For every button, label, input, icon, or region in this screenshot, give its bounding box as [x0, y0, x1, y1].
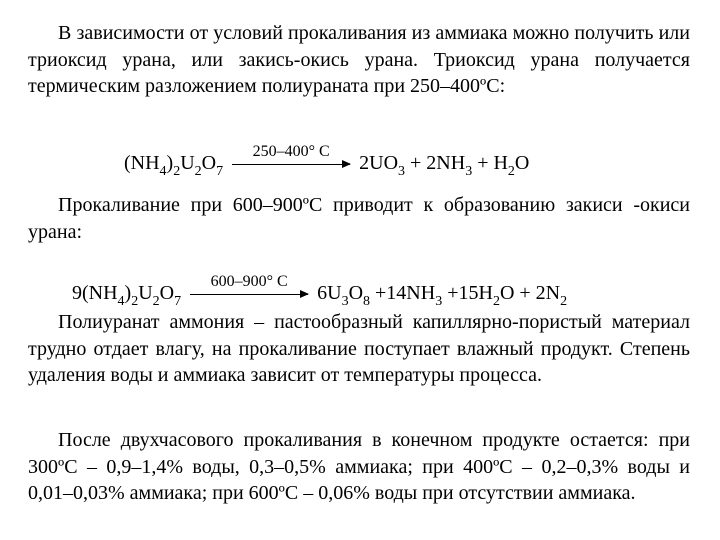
reaction-condition: 600–900° C [210, 272, 288, 290]
paragraph-material: Полиуранат аммония – пастообразный капиллярно-пористый материал трудно отдает влагу, на прокаливание поступает влажный продукт. Степень удаления воды и аммиака зависит от температуры процесса. [28, 311, 690, 386]
eq1-reactant: $(NH_4)_2U_2O_7$ [124, 152, 224, 179]
paragraph-results: После двухчасового прокаливания в конечном продукте остается: при 300ºС – 0,9–1,4% воды, 0,3–0,5% аммиака; при 400ºС – 0,2–0,3% воды и 0,01–0,03% аммиака; при 600ºС – 0,06% воды при отсутствии аммиака. [28, 429, 690, 504]
eq1-products: $2UO_3 + 2NH_3 + H_2O$ [359, 152, 530, 179]
equation-u3o8 [72, 272, 568, 309]
paragraph-calcination: Прокаливание при 600–900ºС приводит к образованию закиси -окиси урана: [28, 194, 690, 243]
reaction-arrow [232, 142, 350, 165]
paragraph-intro: В зависимости от условий прокаливания из аммиака можно получить или триоксид урана, или закись-окись урана. Триоксид урана получается термическим разложением полиураната при 250–400ºС: [28, 22, 690, 97]
eq2-products: $6U_3O_8 +14NH_3 +15H_2O + 2N_2$ [317, 282, 568, 309]
reaction-arrow [190, 272, 308, 295]
equation-uo3 [124, 142, 530, 179]
eq2-reactant: $9(NH_4)_2U_2O_7$ [72, 282, 182, 309]
reaction-condition: 250–400° C [252, 142, 330, 160]
